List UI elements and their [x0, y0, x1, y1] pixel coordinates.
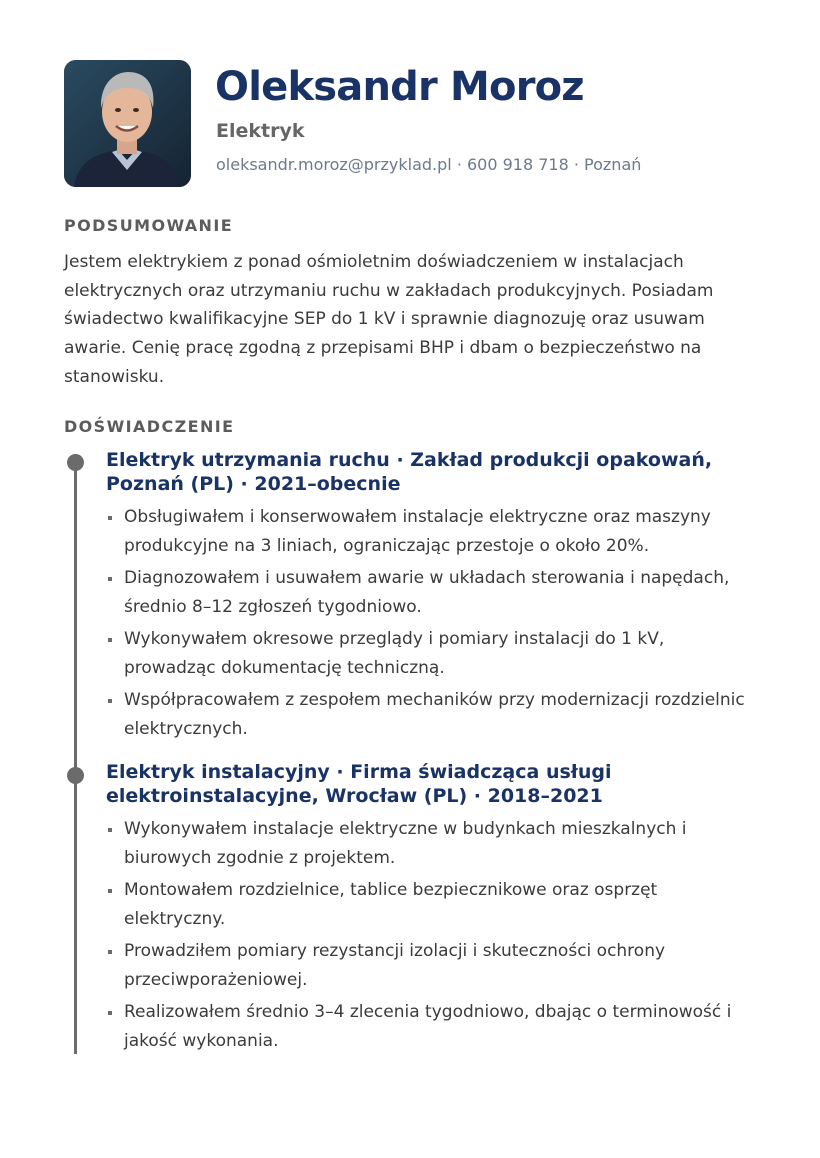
bullet-icon [108, 889, 112, 893]
duty-text: Obsługiwałem i konserwowałem instalacje elektryczne oraz maszyny produkcyjne na 3 liniach, ograniczając przestoje o około 20%. [124, 507, 711, 556]
job-duties-list [106, 815, 756, 1056]
contact-info: oleksandr.moroz@przyklad.pl · 600 918 718 · Poznań [216, 155, 642, 174]
list-item [106, 686, 756, 744]
experience-entry [106, 448, 756, 747]
duty-text: Realizowałem średnio 3–4 zlecenia tygodniowo, dbając o terminowość i jakość wykonania. [124, 1002, 732, 1051]
list-item [106, 503, 756, 561]
bullet-icon [108, 828, 112, 832]
candidate-name: Oleksandr Moroz [215, 64, 584, 110]
duty-text: Wykonywałem okresowe przeglądy i pomiary instalacji do 1 kV, prowadząc dokumentację techniczną. [124, 629, 665, 678]
bullet-icon [108, 950, 112, 954]
duty-text: Montowałem rozdzielnice, tablice bezpiecznikowe oraz osprzęt elektryczny. [124, 880, 658, 929]
timeline-dot [67, 454, 84, 471]
list-item [106, 937, 756, 995]
duty-text: Diagnozowałem i usuwałem awarie w układach sterowania i napędach, średnio 8–12 zgłoszeń tygodniowo. [124, 568, 730, 617]
list-item [106, 815, 756, 873]
list-item [106, 625, 756, 683]
bullet-icon [108, 516, 112, 520]
bullet-icon [108, 577, 112, 581]
job-duties-list [106, 503, 756, 744]
bullet-icon [108, 638, 112, 642]
summary-text: Jestem elektrykiem z ponad ośmioletnim doświadczeniem w instalacjach elektrycznych oraz utrzymaniu ruchu w zakładach produkcyjnych. Posiadam świadectwo kwalifikacyjne SEP do 1 kV i sprawnie diagnozuję oraz usuwam awarie. Cenię pracę zgodną z przepisami BHP i dbam o bezpieczeństwo na stanowisku. [64, 252, 714, 387]
list-item [106, 564, 756, 622]
list-item [106, 998, 756, 1056]
job-title: Elektryk utrzymania ruchu · Zakład produkcji opakowań, Poznań (PL) · 2021–obecnie [106, 449, 713, 495]
portrait-image [64, 60, 191, 187]
duty-text: Współpracowałem z zespołem mechaników przy modernizacji rozdzielnic elektrycznych. [124, 690, 745, 739]
experience-entry [106, 760, 756, 1059]
duty-text: Prowadziłem pomiary rezystancji izolacji i skuteczności ochrony przeciwporażeniowej. [124, 941, 666, 990]
duty-text: Wykonywałem instalacje elektryczne w budynkach mieszkalnych i biurowych zgodnie z projektem. [124, 819, 687, 868]
bullet-icon [108, 699, 112, 703]
list-item [106, 876, 756, 934]
profile-photo [64, 60, 191, 187]
bullet-icon [108, 1011, 112, 1015]
job-role: Elektryk [216, 120, 305, 142]
timeline-line [74, 454, 77, 1054]
timeline-dot [67, 767, 84, 784]
experience-heading: DOŚWIADCZENIE [64, 417, 235, 436]
summary-heading: PODSUMOWANIE [64, 216, 234, 235]
job-title: Elektryk instalacyjny · Firma świadcząca usługi elektroinstalacyjne, Wrocław (PL) · 2018–2021 [106, 761, 612, 807]
